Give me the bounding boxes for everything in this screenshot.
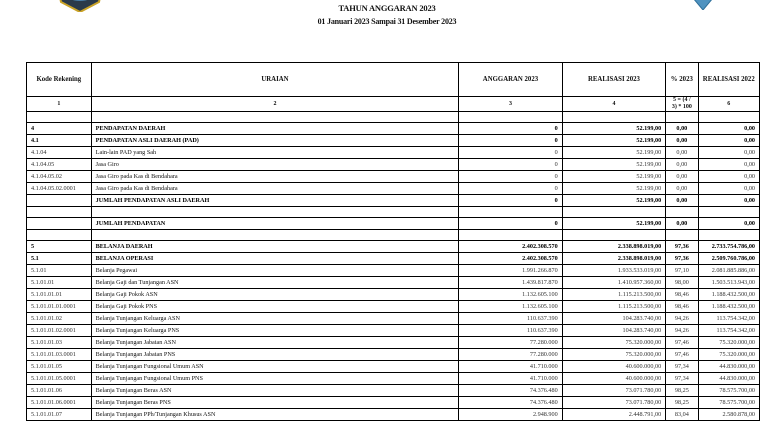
row-code: 5.1.01.01.01.0001 [27,301,92,313]
report-year-title: TAHUN ANGGARAN 2023 [338,3,436,13]
row-uraian: Belanja Tunjangan Keluarga PNS [91,325,459,337]
row-code: 4 [27,123,92,135]
col-header-kode: Kode Rekening [27,63,92,97]
row-persen [666,230,698,241]
budget-realization-table [26,62,760,421]
row-realisasi: 52.199,00 [562,183,665,195]
row-realisasi-lalu: 44.830.000,00 [698,361,760,373]
row-realisasi: 52.199,00 [562,123,665,135]
table-row [27,147,760,159]
table-row [27,123,760,135]
row-anggaran: 1.132.605.100 [459,301,562,313]
row-realisasi-lalu [698,230,760,241]
row-uraian: Belanja Pegawai [91,265,459,277]
row-anggaran: 0 [459,147,562,159]
row-uraian [91,230,459,241]
row-realisasi: 104.283.740,00 [562,313,665,325]
row-anggaran: 0 [459,135,562,147]
table-row [27,241,760,253]
row-persen: 0,00 [666,123,698,135]
row-persen: 0,00 [666,183,698,195]
row-realisasi: 75.320.000,00 [562,337,665,349]
row-realisasi: 73.071.780,00 [562,397,665,409]
row-realisasi-lalu: 2.580.878,00 [698,409,760,421]
row-uraian: BELANJA OPERASI [91,253,459,265]
row-realisasi [562,112,665,123]
row-code: 4.1.04.05.02.0001 [27,183,92,195]
row-persen [666,112,698,123]
row-code [27,112,92,123]
row-realisasi: 75.320.000,00 [562,349,665,361]
row-anggaran: 0 [459,183,562,195]
table-row [27,135,760,147]
table-row [27,289,760,301]
row-persen: 97,36 [666,241,698,253]
row-realisasi-lalu: 2.733.754.786,00 [698,241,760,253]
col-header-uraian: URAIAN [91,63,459,97]
row-persen: 98,46 [666,289,698,301]
table-row [27,373,760,385]
row-persen: 0,00 [666,195,698,207]
row-uraian [91,112,459,123]
row-uraian: Lain-lain PAD yang Sah [91,147,459,159]
row-realisasi: 52.199,00 [562,171,665,183]
col-number: 3 [459,97,562,112]
row-code: 5.1.01.01.03.0001 [27,349,92,361]
row-realisasi-lalu: 0,00 [698,159,760,171]
row-persen: 83,04 [666,409,698,421]
row-realisasi: 52.199,00 [562,195,665,207]
row-uraian: Belanja Tunjangan Beras PNS [91,397,459,409]
row-realisasi: 2.338.898.019,00 [562,241,665,253]
row-anggaran: 2.402.308.570 [459,241,562,253]
row-realisasi-lalu: 75.320.000,00 [698,337,760,349]
row-realisasi: 1.115.213.500,00 [562,301,665,313]
row-anggaran: 77.280.000 [459,349,562,361]
row-code: 5.1.01.01.01 [27,289,92,301]
row-code: 4.1 [27,135,92,147]
row-uraian: Belanja Tunjangan Beras ASN [91,385,459,397]
col-number: 5 = (4 / 3) * 100 [666,97,698,112]
row-realisasi [562,230,665,241]
row-code: 5.1.01 [27,265,92,277]
row-uraian: Belanja Tunjangan Keluarga ASN [91,313,459,325]
row-anggaran: 110.637.390 [459,325,562,337]
row-realisasi: 1.410.957.360,00 [562,277,665,289]
row-code: 5.1.01.01.02.0001 [27,325,92,337]
row-code: 4.1.04 [27,147,92,159]
row-anggaran: 2.402.308.570 [459,253,562,265]
row-persen: 98,46 [666,301,698,313]
row-realisasi: 104.283.740,00 [562,325,665,337]
row-realisasi-lalu: 0,00 [698,218,760,230]
row-code: 5.1.01.01.06 [27,385,92,397]
row-code: 5.1.01.01.03 [27,337,92,349]
row-persen: 97,46 [666,349,698,361]
row-persen: 98,25 [666,385,698,397]
row-persen: 94,26 [666,313,698,325]
table-row [27,253,760,265]
row-realisasi-lalu: 1.503.513.943,00 [698,277,760,289]
row-persen: 98,00 [666,277,698,289]
row-anggaran: 0 [459,123,562,135]
row-code: 5.1.01.01.02 [27,313,92,325]
table-row [27,313,760,325]
row-uraian: Belanja Gaji dan Tunjangan ASN [91,277,459,289]
row-anggaran: 0 [459,195,562,207]
row-anggaran: 1.991.266.870 [459,265,562,277]
col-header-anggaran: ANGGARAN 2023 [459,63,562,97]
row-uraian: PENDAPATAN DAERAH [91,123,459,135]
row-code: 4.1.04.05.02 [27,171,92,183]
row-persen: 0,00 [666,171,698,183]
row-realisasi: 52.199,00 [562,135,665,147]
row-persen: 0,00 [666,218,698,230]
row-realisasi: 52.199,00 [562,147,665,159]
row-persen [666,207,698,218]
row-realisasi-lalu: 1.188.432.500,00 [698,301,760,313]
row-uraian: PENDAPATAN ASLI DAERAH (PAD) [91,135,459,147]
table-row [27,195,760,207]
row-realisasi-lalu: 0,00 [698,135,760,147]
col-header-realisasi-lalu: REALISASI 2022 [698,63,760,97]
row-uraian: Jasa Giro pada Kas di Bendahara [91,183,459,195]
row-code: 5.1.01.01.05.0001 [27,373,92,385]
table-row [27,385,760,397]
row-anggaran: 77.280.000 [459,337,562,349]
row-uraian: Belanja Tunjangan Fungsional Umum PNS [91,373,459,385]
row-code [27,218,92,230]
row-uraian: Belanja Tunjangan PPh/Tunjangan Khusus ASN [91,409,459,421]
row-realisasi-lalu: 113.754.342,00 [698,313,760,325]
col-header-persen: % 2023 [666,63,698,97]
row-anggaran: 110.637.390 [459,313,562,325]
blank-row [27,207,760,218]
row-uraian: JUMLAH PENDAPATAN [91,218,459,230]
col-number: 2 [91,97,459,112]
row-persen: 97,10 [666,265,698,277]
row-code: 4.1.04.05 [27,159,92,171]
row-realisasi-lalu [698,207,760,218]
table-row [27,265,760,277]
table-row [27,337,760,349]
row-persen: 0,00 [666,147,698,159]
row-persen: 0,00 [666,159,698,171]
table-row [27,171,760,183]
row-uraian: Belanja Gaji Pokok PNS [91,301,459,313]
row-code: 5.1.01.01 [27,277,92,289]
row-uraian: Jasa Giro [91,159,459,171]
row-realisasi-lalu: 0,00 [698,195,760,207]
table-body [27,112,760,421]
col-number: 4 [562,97,665,112]
row-code: 5.1.01.01.06.0001 [27,397,92,409]
row-anggaran: 1.132.605.100 [459,289,562,301]
table-row [27,301,760,313]
row-uraian: Belanja Tunjangan Fungsional Umum ASN [91,361,459,373]
row-uraian [91,207,459,218]
row-anggaran: 41.710.000 [459,361,562,373]
row-anggaran [459,112,562,123]
col-number: 1 [27,97,92,112]
row-uraian: JUMLAH PENDAPATAN ASLI DAERAH [91,195,459,207]
row-code: 5 [27,241,92,253]
row-realisasi-lalu: 78.575.700,00 [698,397,760,409]
row-anggaran: 0 [459,159,562,171]
row-anggaran [459,207,562,218]
table-row [27,183,760,195]
table-row [27,361,760,373]
row-realisasi: 1.933.533.019,00 [562,265,665,277]
row-anggaran: 74.376.480 [459,397,562,409]
row-realisasi-lalu: 2.509.760.786,00 [698,253,760,265]
row-realisasi [562,207,665,218]
row-uraian: BELANJA DAERAH [91,241,459,253]
row-realisasi-lalu [698,112,760,123]
row-realisasi-lalu: 0,00 [698,123,760,135]
row-realisasi: 40.600.000,00 [562,361,665,373]
row-realisasi-lalu: 78.575.700,00 [698,385,760,397]
row-code [27,230,92,241]
row-realisasi-lalu: 75.320.000,00 [698,349,760,361]
table-row [27,349,760,361]
row-persen: 0,00 [666,135,698,147]
row-realisasi: 40.600.000,00 [562,373,665,385]
row-realisasi: 2.338.898.019,00 [562,253,665,265]
row-anggaran: 0 [459,171,562,183]
row-persen: 97,34 [666,361,698,373]
row-persen: 97,46 [666,337,698,349]
row-uraian: Belanja Tunjangan Jabatan PNS [91,349,459,361]
row-code [27,207,92,218]
row-realisasi-lalu: 44.830.000,00 [698,373,760,385]
row-realisasi-lalu: 0,00 [698,183,760,195]
table-row [27,409,760,421]
row-persen: 94,26 [666,325,698,337]
row-uraian: Belanja Gaji Pokok ASN [91,289,459,301]
row-anggaran: 41.710.000 [459,373,562,385]
row-persen: 98,25 [666,397,698,409]
row-code: 5.1.01.01.07 [27,409,92,421]
row-anggaran: 0 [459,218,562,230]
row-realisasi-lalu: 0,00 [698,171,760,183]
row-realisasi: 52.199,00 [562,159,665,171]
col-number: 6 [698,97,760,112]
blank-row [27,112,760,123]
row-realisasi: 2.448.791,00 [562,409,665,421]
row-anggaran: 74.376.480 [459,385,562,397]
report-period: 01 Januari 2023 Sampai 31 Desember 2023 [317,17,457,26]
column-number-row [27,97,760,112]
row-realisasi: 1.115.213.500,00 [562,289,665,301]
header-row [27,63,760,97]
col-header-realisasi: REALISASI 2023 [562,63,665,97]
row-code: 5.1.01.01.05 [27,361,92,373]
row-code [27,195,92,207]
row-anggaran [459,230,562,241]
table-row [27,159,760,171]
row-realisasi-lalu: 0,00 [698,147,760,159]
row-persen: 97,36 [666,253,698,265]
blank-row [27,230,760,241]
row-realisasi-lalu: 113.754.342,00 [698,325,760,337]
row-anggaran: 2.948.900 [459,409,562,421]
row-realisasi: 52.199,00 [562,218,665,230]
row-realisasi-lalu: 1.188.432.500,00 [698,289,760,301]
row-code: 5.1 [27,253,92,265]
row-realisasi-lalu: 2.081.885.886,00 [698,265,760,277]
table-row [27,397,760,409]
row-anggaran: 1.439.817.870 [459,277,562,289]
row-realisasi: 73.071.780,00 [562,385,665,397]
table-row [27,218,760,230]
row-uraian: Jasa Giro pada Kas di Bendahara [91,171,459,183]
table-row [27,277,760,289]
row-uraian: Belanja Tunjangan Jabatan ASN [91,337,459,349]
table-row [27,325,760,337]
row-persen: 97,34 [666,373,698,385]
